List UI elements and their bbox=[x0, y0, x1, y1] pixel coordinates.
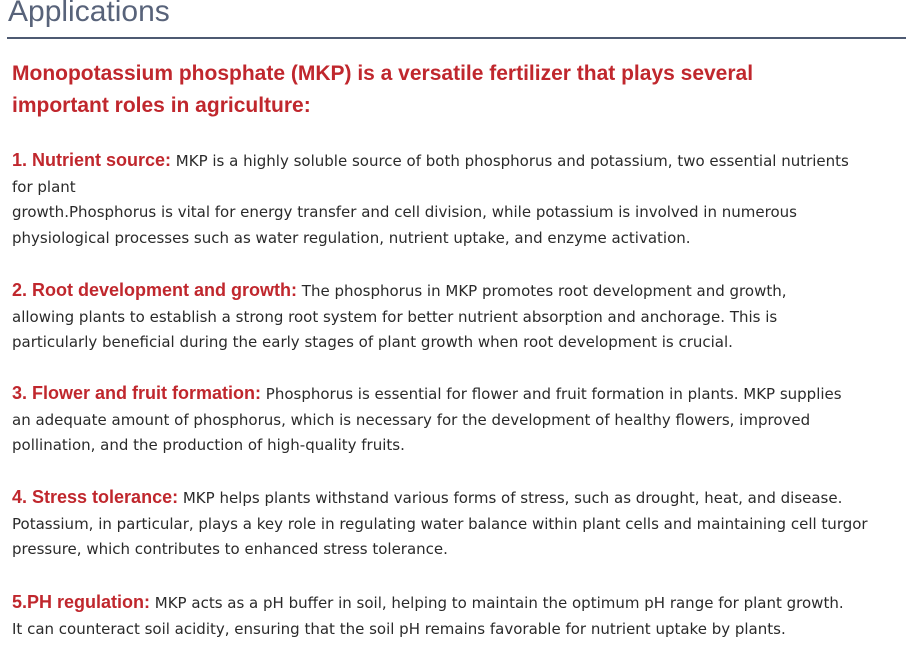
item-text: MKP acts as a pH buffer in soil, helping to maintain the optimum pH range for plant growth. bbox=[150, 594, 844, 612]
application-item-nutrient-source bbox=[12, 148, 912, 251]
item-text: Potassium, in particular, plays a key role in regulating water balance within plant cells and maintaining cell turgor bbox=[12, 514, 868, 533]
section-title: Applications bbox=[8, 0, 170, 28]
item-heading: 2. Root development and growth: bbox=[12, 280, 298, 300]
item-heading: 4. Stress tolerance: bbox=[12, 487, 179, 507]
intro-line: important roles in agriculture: bbox=[12, 94, 311, 117]
intro-line: Monopotassium phosphate (MKP) is a versatile fertilizer that plays several bbox=[12, 62, 754, 85]
intro-heading bbox=[12, 58, 902, 122]
item-text: MKP is a highly soluble source of both phosphorus and potassium, two essential nutrients bbox=[171, 152, 849, 170]
item-text: for plant bbox=[12, 177, 76, 196]
application-item-root-development bbox=[12, 278, 912, 356]
item-text: physiological processes such as water regulation, nutrient uptake, and enzyme activation. bbox=[12, 228, 691, 247]
item-text: allowing plants to establish a strong root system for better nutrient absorption and anchorage. This is bbox=[12, 307, 778, 326]
item-text: pollination, and the production of high-quality fruits. bbox=[12, 436, 405, 454]
item-heading: 3. Flower and fruit formation: bbox=[12, 383, 262, 403]
item-text: Phosphorus is essential for flower and fruit formation in plants. MKP supplies bbox=[261, 385, 842, 403]
title-divider bbox=[7, 37, 906, 39]
item-text: particularly beneficial during the early stages of plant growth when root development is crucial. bbox=[12, 333, 733, 351]
application-item-flower-fruit bbox=[12, 381, 912, 459]
application-item-ph-regulation bbox=[12, 590, 912, 642]
item-heading: 1. Nutrient source: bbox=[12, 150, 172, 170]
item-text: an adequate amount of phosphorus, which is necessary for the development of healthy flowers, improved bbox=[12, 410, 811, 429]
item-text: The phosphorus in MKP promotes root development and growth, bbox=[297, 282, 787, 300]
item-heading: 5.PH regulation: bbox=[12, 592, 151, 612]
item-text: It can counteract soil acidity, ensuring that the soil pH remains favorable for nutrient uptake by plants. bbox=[12, 619, 786, 638]
item-text: pressure, which contributes to enhanced stress tolerance. bbox=[12, 540, 448, 558]
item-text: growth.Phosphorus is vital for energy transfer and cell division, while potassium is involved in numerous bbox=[12, 203, 797, 221]
application-item-stress-tolerance bbox=[12, 485, 912, 563]
item-text: MKP helps plants withstand various forms of stress, such as drought, heat, and disease. bbox=[178, 489, 843, 507]
